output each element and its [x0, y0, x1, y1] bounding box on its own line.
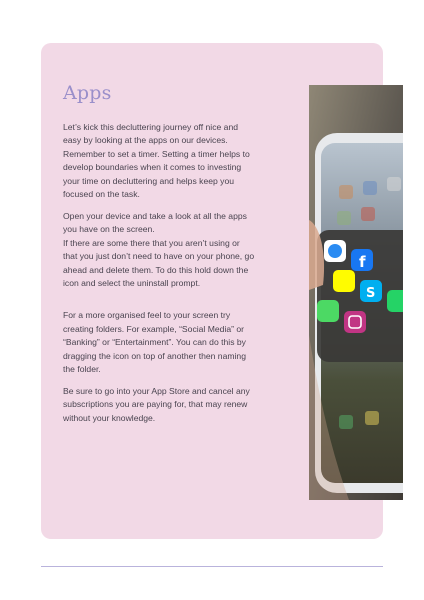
svg-text:f: f	[359, 253, 366, 271]
svg-text:S: S	[366, 286, 376, 301]
paragraph-open-device: Open your device and take a look at all the apps you have on the screen.	[63, 210, 247, 235]
paragraph-subscriptions: Be sure to go into your App Store and cancel any subscriptions you are paying for, that may renew without your knowledge.	[63, 385, 250, 423]
page-title: Apps	[63, 82, 112, 104]
paragraph-intro: Let’s kick this decluttering journey off nice and easy by looking at the apps on our devices. Remember to set a timer. Setting a timer helps to develop boundaries when it comes to investing your time on decluttering and helps keep you focused on the task.	[63, 122, 250, 200]
footer-divider	[41, 566, 383, 567]
body-text	[63, 121, 255, 434]
paragraph-delete-apps: If there are some there that you aren’t using or that you just don’t need to have on your phone, go ahead and delete them. To do this hold down the icon and select the uninstall prompt.	[63, 237, 255, 288]
paragraph-folders: For a more organised feel to your screen try creating folders. For example, “Social Media” or “Banking” or “Entertainment”. You can do this by dragging the icon on top of another then naming the folder.	[63, 310, 246, 374]
phone-photo	[309, 85, 403, 500]
